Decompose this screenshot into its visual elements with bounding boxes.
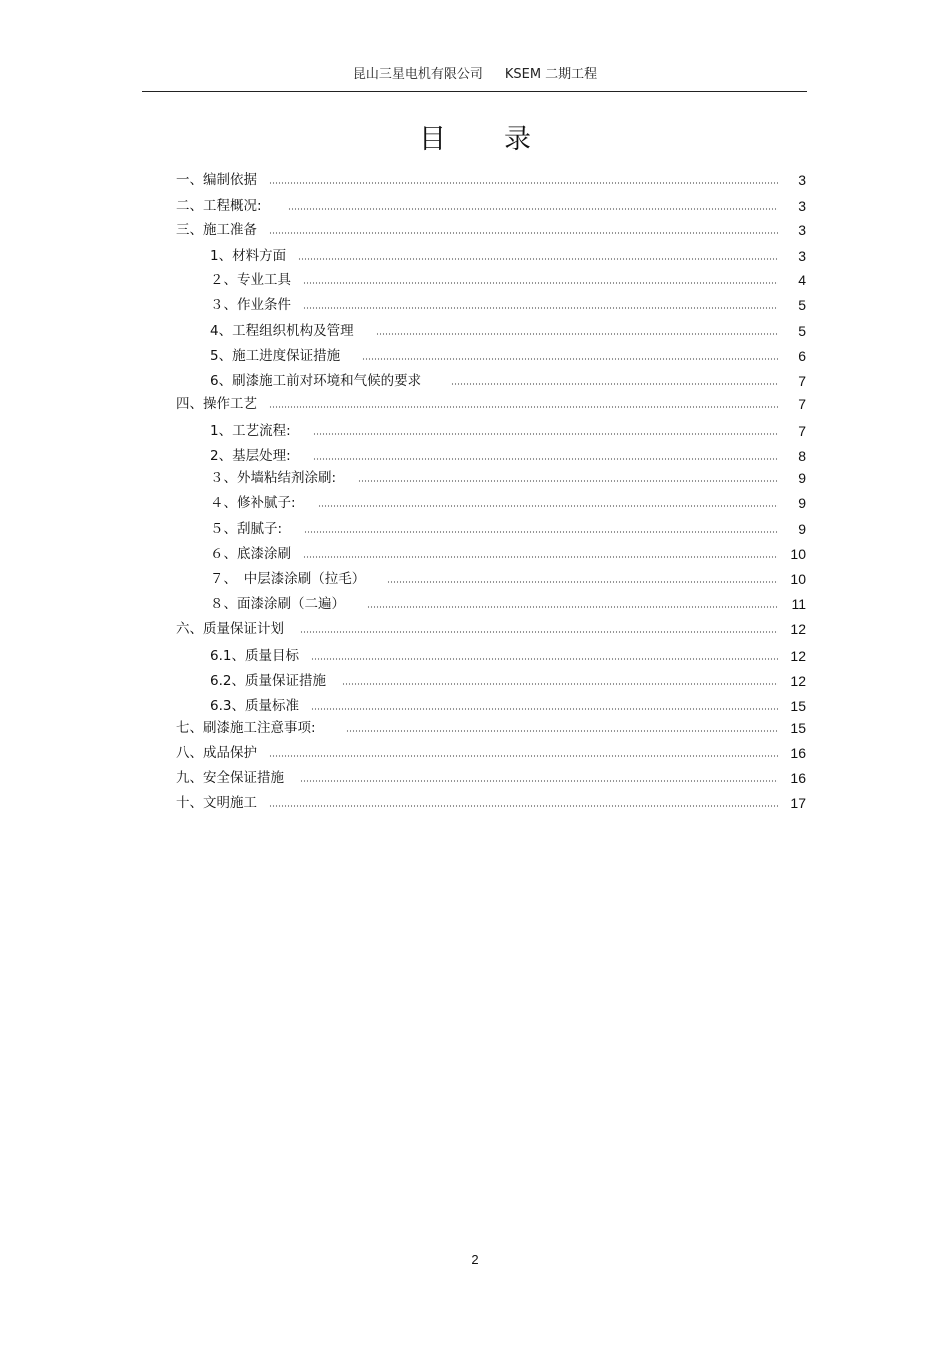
toc-entry-page: 10 — [790, 546, 806, 562]
toc-dot-leader — [387, 580, 778, 584]
toc-entry[interactable] — [176, 768, 806, 788]
toc-entry-page: 9 — [798, 470, 806, 486]
toc-entry-page: 5 — [798, 297, 806, 313]
toc-entry[interactable] — [210, 246, 806, 266]
toc-entry-label: 1、工艺流程: — [210, 423, 291, 439]
toc-entry[interactable] — [176, 196, 806, 216]
toc-dot-leader — [376, 332, 778, 336]
toc-entry[interactable] — [210, 346, 806, 366]
toc-entry[interactable] — [210, 646, 806, 666]
toc-dot-leader — [311, 707, 778, 711]
toc-entry-label: ３、作业条件 — [210, 297, 291, 313]
toc-entry[interactable] — [210, 671, 806, 691]
toc-entry-page: 7 — [798, 373, 806, 389]
toc-entry-label: ４、修补腻子: — [210, 495, 296, 511]
toc-entry-page: 6 — [798, 348, 806, 364]
toc-entry-label: 6.2、质量保证措施 — [210, 673, 326, 689]
toc-dot-leader — [300, 630, 778, 634]
toc-dot-leader — [346, 729, 778, 733]
header-project: KSEM 二期工程 — [504, 67, 598, 82]
toc-entry-page: 11 — [791, 596, 806, 612]
toc-entry-page: 5 — [798, 323, 806, 339]
toc-entry-label: ８、面漆涂刷（二遍） — [210, 596, 345, 612]
toc-entry[interactable] — [210, 544, 806, 564]
toc-entry-page: 16 — [790, 770, 806, 786]
toc-entry-label: 2、基层处理: — [210, 448, 291, 464]
toc-entry[interactable] — [210, 446, 806, 466]
toc-dot-leader — [269, 405, 778, 409]
toc-entry-label: 5、施工进度保证措施 — [210, 348, 341, 364]
toc-entry-page: 8 — [798, 448, 806, 464]
toc-entry-label: 四、操作工艺 — [176, 396, 257, 412]
toc-entry-label: ２、专业工具 — [210, 272, 291, 288]
toc-entry-page: 12 — [790, 621, 806, 637]
toc-dot-leader — [298, 257, 778, 261]
toc-entry-label: 八、成品保护 — [176, 745, 257, 761]
toc-dot-leader — [367, 605, 778, 609]
toc-entry-page: 10 — [790, 571, 806, 587]
toc-entry-label: 九、安全保证措施 — [176, 770, 284, 786]
toc-entry-label: 4、工程组织机构及管理 — [210, 323, 354, 339]
toc-title-char-2: 录 — [504, 124, 531, 155]
toc-entry-page: 9 — [798, 495, 806, 511]
toc-dot-leader — [451, 382, 778, 386]
toc-dot-leader — [303, 281, 778, 285]
toc-entry-label: 1、材料方面 — [210, 248, 287, 264]
toc-dot-leader — [300, 779, 778, 783]
toc-entry[interactable] — [210, 519, 806, 539]
toc-entry[interactable] — [210, 493, 806, 513]
toc-entry[interactable] — [210, 594, 806, 614]
toc-entry-page: 15 — [790, 720, 806, 736]
toc-dot-leader — [303, 555, 778, 559]
toc-entry-label: 三、施工准备 — [176, 222, 257, 238]
toc-entry-label: 七、刷漆施工注意事项: — [176, 720, 316, 736]
toc-dot-leader — [318, 504, 778, 508]
toc-entry-page: 17 — [790, 795, 806, 811]
toc-entry-label: ３、外墙粘结剂涂刷: — [210, 470, 337, 486]
toc-entry-label: 二、工程概况: — [176, 198, 262, 214]
toc-dot-leader — [313, 432, 778, 436]
toc-entry[interactable] — [210, 371, 806, 391]
page-number: 2 — [471, 1252, 479, 1267]
toc-entry-label: 6、刷漆施工前对环境和气候的要求 — [210, 373, 422, 389]
toc-title-char-1: 目 — [419, 124, 446, 155]
toc-entry-label: ５、刮腻子: — [210, 521, 283, 537]
toc-dot-leader — [303, 306, 778, 310]
toc-dot-leader — [342, 682, 778, 686]
toc-entry-label: 6.1、质量目标 — [210, 648, 299, 664]
toc-dot-leader — [304, 530, 778, 534]
toc-entry-page: 7 — [798, 423, 806, 439]
toc-dot-leader — [358, 479, 778, 483]
toc-entry-label: 6.3、质量标准 — [210, 698, 299, 714]
toc-dot-leader — [269, 181, 778, 185]
toc-entry-page: 9 — [798, 521, 806, 537]
toc-entry-page: 12 — [790, 648, 806, 664]
toc-entry-page: 3 — [798, 198, 806, 214]
toc-entry[interactable] — [210, 569, 806, 589]
toc-entry[interactable] — [176, 220, 806, 240]
toc-entry-page: 3 — [798, 248, 806, 264]
toc-entry[interactable] — [210, 421, 806, 441]
toc-dot-leader — [269, 231, 778, 235]
toc-dot-leader — [288, 207, 778, 211]
toc-entry[interactable] — [210, 270, 806, 290]
toc-entry[interactable] — [176, 793, 806, 813]
toc-entry-label: ７、 中层漆涂刷（拉毛） — [210, 571, 366, 587]
toc-dot-leader — [313, 457, 778, 461]
toc-dot-leader — [269, 754, 778, 758]
toc-entry[interactable] — [210, 468, 806, 488]
toc-entry-page: 15 — [790, 698, 806, 714]
toc-entry-page: 4 — [798, 272, 806, 288]
toc-entry[interactable] — [176, 743, 806, 763]
toc-entry-page: 7 — [798, 396, 806, 412]
toc-entry[interactable] — [210, 696, 806, 716]
toc-entry[interactable] — [176, 619, 806, 639]
toc-entry[interactable] — [210, 295, 806, 315]
toc-dot-leader — [362, 357, 778, 361]
toc-entry-page: 12 — [790, 673, 806, 689]
toc-entry-page: 16 — [790, 745, 806, 761]
toc-dot-leader — [269, 804, 778, 808]
toc-entry-label: 六、质量保证计划 — [176, 621, 284, 637]
toc-entry-label: ６、底漆涂刷 — [210, 546, 291, 562]
toc-entry[interactable] — [176, 718, 806, 738]
toc-entry[interactable] — [176, 394, 806, 414]
toc-dot-leader — [311, 657, 778, 661]
toc-entry-page: 3 — [798, 172, 806, 188]
header-company: 昆山三星电机有限公司 — [352, 67, 483, 82]
toc-entry-label: 十、文明施工 — [176, 795, 257, 811]
toc-entry-label: 一、编制依据 — [176, 172, 257, 188]
toc-entry[interactable] — [176, 170, 806, 190]
toc-entry[interactable] — [210, 321, 806, 341]
toc-entry-page: 3 — [798, 222, 806, 238]
